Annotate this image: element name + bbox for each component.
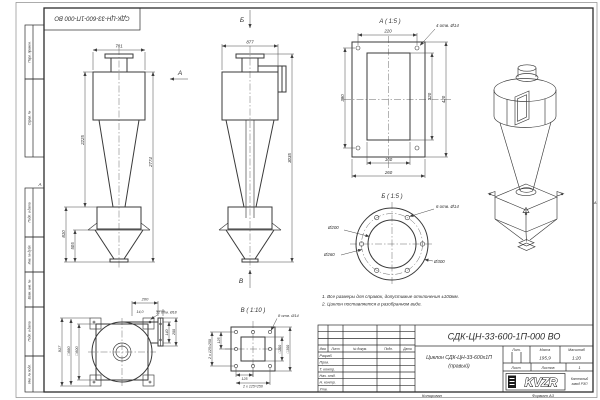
top-view <box>57 297 178 387</box>
detail-v-title: В ( 1:10 ) <box>240 308 266 314</box>
margin-vzam-inv: Взам. инв. № <box>27 279 32 300</box>
front-view-arrow-label: А <box>177 70 183 77</box>
detail-v-dim-sq-outer: □300 <box>286 344 290 354</box>
tb-company-line1: Котельный <box>570 377 589 381</box>
tb-name-line1: Циклон СДК-ЦН-33-600х1П <box>426 355 492 361</box>
corner-stamp <box>44 8 140 30</box>
detail-v-holes-note: 8 отв. Ø14 <box>278 313 299 318</box>
detail-b-dia-inner: Ø200 <box>328 225 339 230</box>
side-arrow-top-label: Б <box>239 17 245 24</box>
top-view-dim-sq-inner: □600 <box>74 346 79 356</box>
top-view-dim-top: 200 <box>141 296 149 302</box>
tb-list-label: Лист <box>511 366 521 370</box>
zone-marker-right: А <box>593 200 597 205</box>
margin-podp-data-1: Подп. и дата <box>27 202 32 223</box>
side-view <box>219 10 294 288</box>
title-block <box>318 325 593 398</box>
note-2: 2. Циклон поставляется в разобранном виде. <box>322 301 422 307</box>
detail-b <box>323 194 459 286</box>
detail-b-title: Б ( 1:5 ) <box>381 194 403 200</box>
tb-scale-label: Масштаб <box>568 347 585 352</box>
detail-v-dim-bottom-half: 125 <box>241 376 248 381</box>
corner-stamp-text: СДК-ЦН-33-600-1П-000 ВО <box>54 14 130 21</box>
detail-b-dia-bolt: Ø260 <box>324 252 335 257</box>
side-dim-width: 877 <box>246 39 254 45</box>
top-view-dim-height: 917 <box>57 345 62 353</box>
detail-v-dim-left-half: 125 <box>217 337 221 344</box>
front-dim-bunker: 810 <box>61 230 66 238</box>
tb-lit-label: Лит. <box>512 347 521 352</box>
detail-a-dim-top: 220 <box>384 28 392 34</box>
tb-listov-label: Листов <box>541 366 555 370</box>
tb-row-nachotd: Нач. отд. <box>319 374 336 378</box>
tb-col-data: Дата <box>403 347 412 351</box>
detail-a-dim-bottom-inner: 160 <box>384 157 393 162</box>
detail-b-holes-note: 6 отв. Ø14 <box>436 204 459 209</box>
detail-a-dim-right-outer: 420 <box>441 95 446 104</box>
tb-format: Формат А3 <box>532 392 554 398</box>
detail-a <box>340 19 459 178</box>
tb-col-podp: Подп. <box>384 347 393 351</box>
render-3d <box>489 65 564 251</box>
tb-name-line2: (правый) <box>448 363 470 370</box>
top-view-dim-edge: 14,0 <box>136 309 144 314</box>
top-view-dim-right2: 200 <box>172 329 176 335</box>
margin-podp-data-2: Подп. и дата <box>27 321 32 342</box>
tb-row-nkontr: Н. контр. <box>319 380 336 385</box>
tb-company-line2: завод РЭП <box>571 382 588 386</box>
zone-marker-left: А <box>38 182 42 187</box>
note-1: 1. Все размеры для справок, допустимые отклонения ±100мм. <box>322 294 459 299</box>
tb-mass-value: 195,9 <box>539 355 551 361</box>
tb-designation: СДК-ЦН-33-600-1П-000 ВО <box>447 331 561 342</box>
front-view <box>61 44 188 269</box>
tb-logo: KVZR <box>524 375 558 390</box>
tb-col-list: Лист <box>331 347 340 351</box>
tb-mass-label: Масса <box>539 347 551 352</box>
detail-a-dim-bottom-outer: 260 <box>384 170 393 175</box>
detail-b-dia-outer: Ø300 <box>434 259 445 264</box>
margin-sprav-no: Справ. № <box>27 110 32 126</box>
tb-copied: Копировал <box>422 392 442 398</box>
detail-a-dim-left: 380 <box>340 94 345 102</box>
tb-col-docum: № докум. <box>352 347 368 351</box>
detail-a-title: А ( 1:5 ) <box>379 19 401 25</box>
notes <box>321 294 459 307</box>
detail-v-dim-bottom-pitch: 2 x 125=250 <box>243 384 263 389</box>
detail-a-holes-note: 4 отв. Ø14 <box>436 23 459 28</box>
detail-v <box>208 308 300 389</box>
tb-row-prov: Пров. <box>319 360 329 365</box>
side-dim-height: 3035 <box>287 153 292 163</box>
top-view-dim-sq-outer: □680 <box>66 346 71 356</box>
side-arrow-bottom-label: В <box>238 278 244 285</box>
front-dim-hopper: 505 <box>70 242 75 250</box>
tb-row-tkontr: Т. контр. <box>319 367 335 372</box>
front-dim-total: 2774 <box>148 157 153 167</box>
tb-listov-value: 1 <box>578 365 581 371</box>
margin-inv-podl: Инв. № подл. <box>27 364 32 384</box>
margin-inv-dubl: Инв. № дубл. <box>27 244 32 265</box>
tb-row-razrab: Разраб. <box>319 354 333 358</box>
detail-v-dim-sq-inner: □200 <box>278 344 282 354</box>
front-dim-body: 2225 <box>80 135 85 145</box>
tb-col-izm: Изм. <box>319 347 327 351</box>
tb-scale-value: 1:20 <box>572 355 581 361</box>
front-dim-width: 781 <box>115 43 123 49</box>
margin-perv-primen: Перв. примен. <box>27 41 32 63</box>
top-view-holes-note: 12 отв. Ø18 <box>156 310 177 315</box>
detail-a-dim-right-inner: 320 <box>427 92 432 101</box>
tb-row-utv: Утв. <box>319 387 328 392</box>
top-view-dim-right1: 140 <box>165 329 169 336</box>
detail-v-dim-left-pitch: 2 x 125=250 <box>208 339 212 359</box>
